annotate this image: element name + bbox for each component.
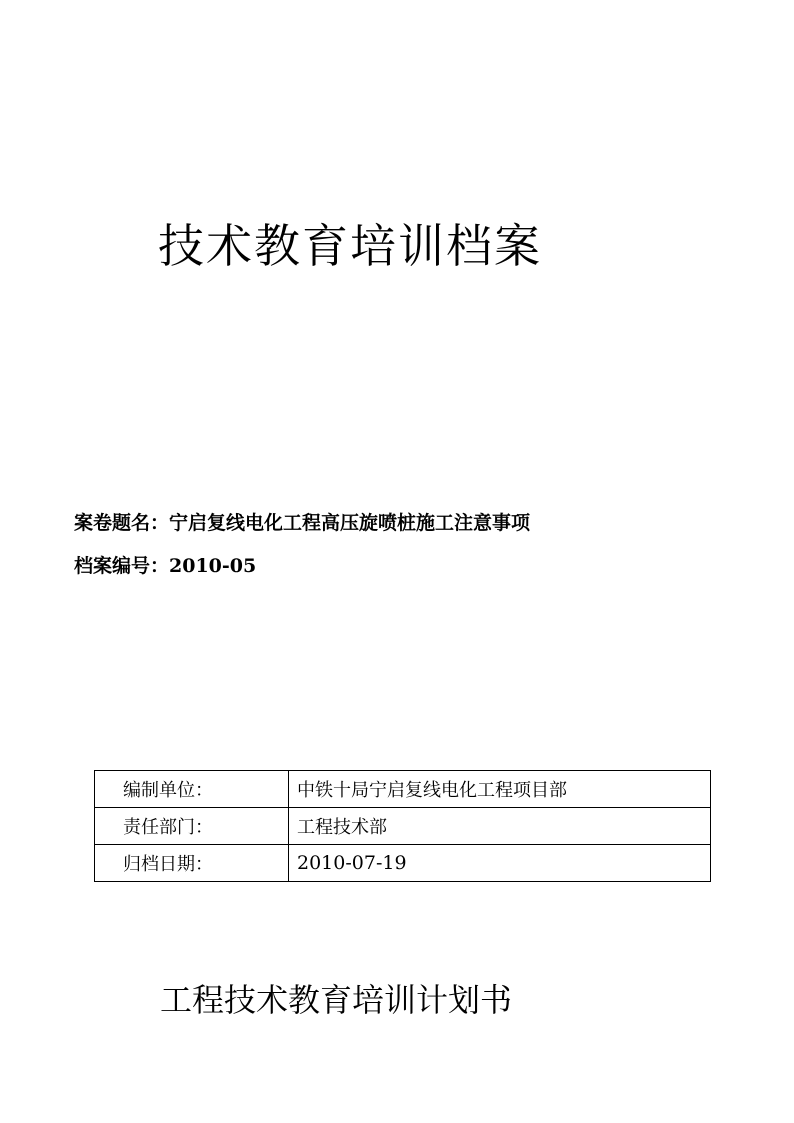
archive-date-value: 2010-07-19 — [289, 845, 711, 882]
table-row — [95, 845, 711, 882]
compiling-unit-label: 编制单位： — [95, 771, 289, 808]
case-title-value: 宁启复线电化工程高压旋喷桩施工注意事项 — [169, 512, 531, 534]
table-row — [95, 771, 711, 808]
responsible-dept-label: 责任部门： — [95, 808, 289, 845]
document-subtitle: 工程技术教育培训计划书 — [160, 981, 513, 1019]
archive-number-label: 档案编号： — [74, 555, 170, 577]
archive-number-line — [74, 551, 256, 578]
document-title: 技术教育培训档案 — [158, 219, 542, 273]
info-table — [94, 770, 711, 882]
archive-number-value: 2010-05 — [169, 555, 257, 577]
case-title-line — [74, 508, 530, 535]
table-row — [95, 808, 711, 845]
compiling-unit-value: 中铁十局宁启复线电化工程项目部 — [289, 771, 711, 808]
archive-date-label: 归档日期： — [95, 845, 289, 882]
case-title-label: 案卷题名： — [74, 512, 170, 534]
responsible-dept-value: 工程技术部 — [289, 808, 711, 845]
